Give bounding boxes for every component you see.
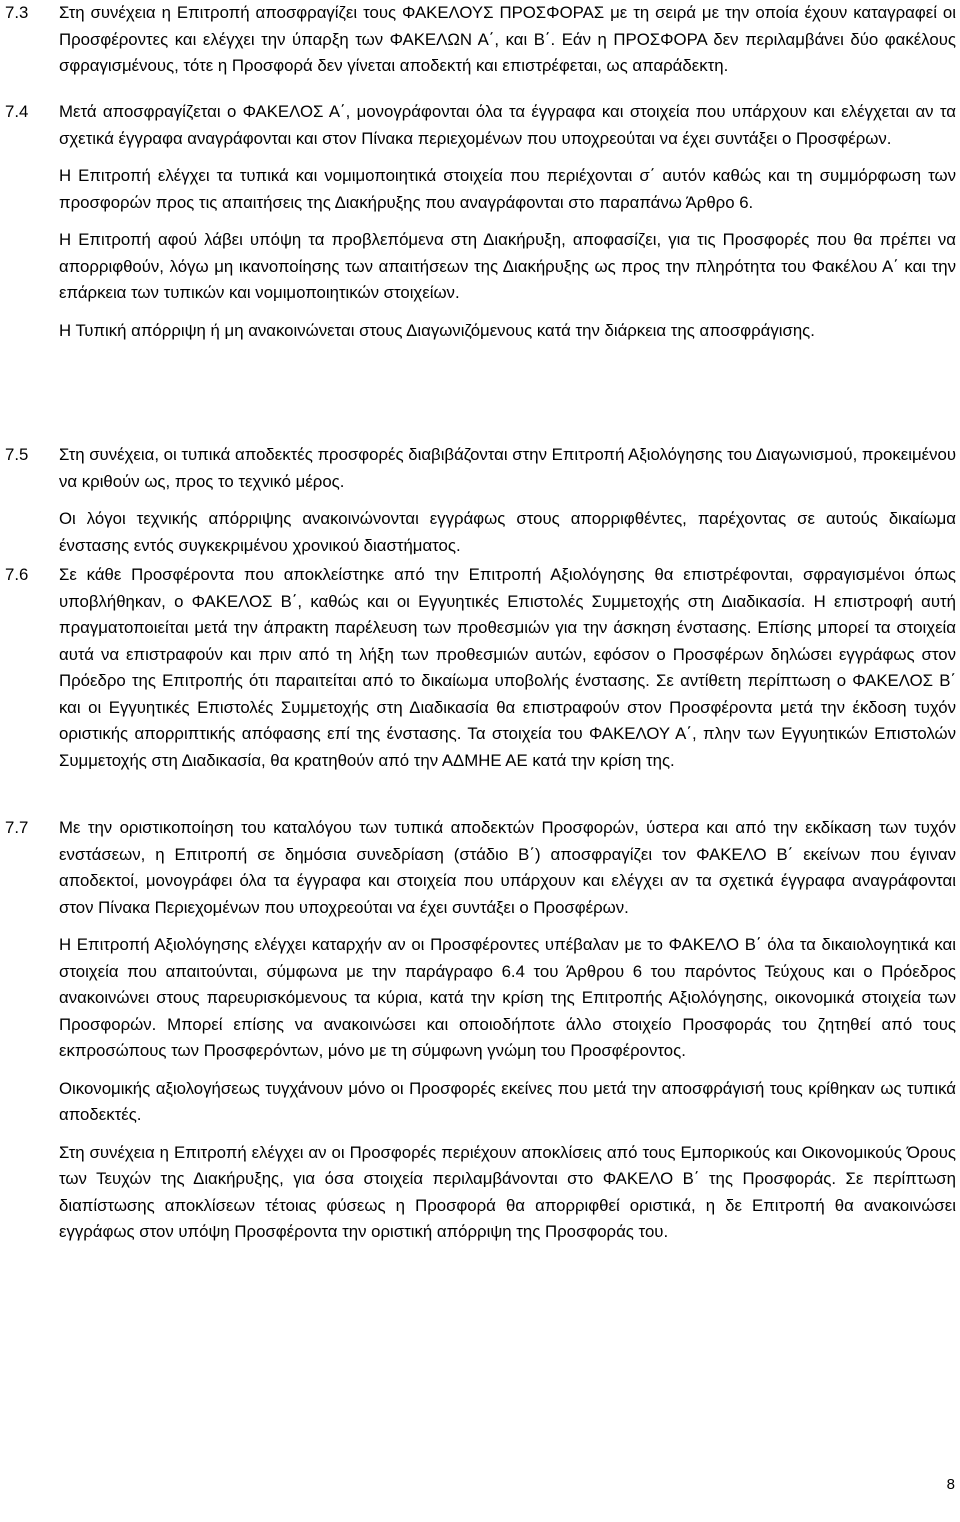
section-number: 7.7: [5, 818, 29, 837]
section-body: [59, 442, 956, 570]
paragraph: Οικονομικής αξιολογήσεως τυγχάνουν μόνο οι Προσφορές εκείνες που μετά την αποσφράγισή τους κρίθηκαν ως τυπικά αποδεκτές.: [59, 1078, 956, 1124]
section-body: [59, 99, 956, 355]
paragraph: Η Επιτροπή Αξιολόγησης ελέγχει καταρχήν αν οι Προσφέροντες υπέβαλαν με το ΦΑΚΕΛΟ Β΄ όλα τα δικαιολογητικά και στοιχεία που απαιτούνται, σύμφωνα με την παράγραφο 6.4 του Άρθρου 6 του παρόντος Τεύχους και ο Πρόεδρος ανακοινώνει στους παρευρισκόμενους τα κύρια, κατά την κρίση της Επιτροπής Αξιολόγησης, οικονομικά στοιχεία των Προσφορών. Μπορεί επίσης να ανακοινώσει και οποιοδήποτε άλλο στοιχείο Προσφοράς του ζητηθεί από τους εκπροσώπους των Προσφερόντων, μόνο με τη σύμφωνη γνώμη του Προσφέροντος.: [59, 935, 956, 1060]
section-body: [59, 562, 956, 785]
paragraph: Στη συνέχεια η Επιτροπή αποσφραγίζει τους ΦΑΚΕΛΟΥΣ ΠΡΟΣΦΟΡΑΣ με τη σειρά με την οποία έχουν καταγραφεί οι Προσφέροντες και ελέγχει την ύπαρξη των ΦΑΚΕΛΩΝ Α΄, και Β΄. Εάν η ΠΡΟΣΦΟΡΑ δεν περιλαμβάνει δύο φακέλους σφραγισμένους, τότε η Προσφορά δεν γίνεται αποδεκτή και επιστρέφεται, ως απαράδεκτη.: [59, 3, 956, 75]
paragraph: Στη συνέχεια η Επιτροπή ελέγχει αν οι Προσφορές περιέχουν αποκλίσεις από τους Εμπορικούς και Οικονομικούς Όρους των Τευχών της Διακήρυξης, για όσα στοιχεία περιλαμβάνονται στο ΦΑΚΕΛΟ Β΄ της Προσφοράς. Σε περίπτωση διαπίστωσης αποκλίσεων τέτοιας φύσεως η Προσφορά θα απορριφθεί οριστικά, η δε Επιτροπή θα ανακοινώσει εγγράφως στον υπόψη Προσφέροντα την οριστική απόρριψη της Προσφοράς του.: [59, 1142, 956, 1241]
paragraph: Μετά αποσφραγίζεται ο ΦΑΚΕΛΟΣ Α΄, μονογράφονται όλα τα έγγραφα και στοιχεία που υπάρχουν και ελέγχεται αν τα σχετικά έγγραφα αναγράφονται και στον Πίνακα περιεχομένων που υποχρεούται να έχει συντάξει ο Προσφέρων.: [59, 102, 956, 148]
section-body: [59, 815, 956, 1257]
section-body: [59, 0, 956, 91]
page-number: 8: [946, 1476, 955, 1493]
section-number: 7.5: [5, 445, 29, 464]
paragraph: Η Τυπική απόρριψη ή μη ανακοινώνεται στους Διαγωνιζόμενους κατά την διάρκεια της αποσφράγισης.: [59, 320, 815, 340]
paragraph: Στη συνέχεια, οι τυπικά αποδεκτές προσφορές διαβιβάζονται στην Επιτροπή Αξιολόγησης του Διαγωνισμού, προκειμένου να κριθούν ως, προς το τεχνικό μέρος.: [59, 445, 956, 491]
section-number: 7.6: [5, 565, 29, 584]
paragraph: Σε κάθε Προσφέροντα που αποκλείστηκε από την Επιτροπή Αξιολόγησης θα επιστρέφονται, σφραγισμένοι όπως υποβλήθηκαν, ο ΦΑΚΕΛΟΣ Β΄, καθώς και οι Εγγυητικές Επιστολές Συμμετοχής στη Διαδικασία. Η επιστροφή αυτή πραγματοποιείται μετά την άπρακτη παρέλευση των προθεσμιών για την άσκηση ένστασης. Επίσης μπορεί τα στοιχεία αυτά να επιστραφούν και πριν από τη λήξη των προθεσμιών αυτών, εφόσον ο Προσφέρων δηλώσει εγγράφως στον Πρόεδρο της Επιτροπής ότι παραιτείται από το δικαίωμα υποβολής ένστασης. Σε αντίθετη περίπτωση ο ΦΑΚΕΛΟΣ Β΄ και οι Εγγυητικές Επιστολές Συμμετοχής στη Διαδικασία θα επιστραφούν στον Προσφέροντα μετά την έκδοση τυχόν οριστικής απορριπτικής απόφασης επί της ένστασης. Τα στοιχεία του ΦΑΚΕΛΟΥ Α΄, πλην των Εγγυητικών Επιστολών Συμμετοχής στη Διαδικασία, θα κρατηθούν από την ΑΔΜΗΕ ΑΕ κατά την κρίση της.: [59, 565, 956, 770]
paragraph: Οι λόγοι τεχνικής απόρριψης ανακοινώνονται εγγράφως στους απορριφθέντες, παρέχοντας σε αυτούς δικαίωμα ένστασης εντός συγκεκριμένου χρονικού διαστήματος.: [59, 509, 956, 555]
section-number: 7.3: [5, 3, 29, 22]
paragraph: Με την οριστικοποίηση του καταλόγου των τυπικά αποδεκτών Προσφορών, ύστερα και από την εκδίκαση των τυχόν ενστάσεων, η Επιτροπή σε δημόσια συνεδρίαση (στάδιο Β΄) αποσφραγίζει τον ΦΑΚΕΛΟ Β΄ εκείνων που έγιναν αποδεκτοί, μονογράφει όλα τα έγγραφα και στοιχεία που υπάρχουν και ελέγχει αν τα σχετικά έγγραφα αναγράφονται στον Πίνακα Περιεχομένων που υποχρεούται να έχει συντάξει ο Προσφέρων.: [59, 818, 956, 917]
section-number: 7.4: [5, 102, 29, 121]
paragraph: Η Επιτροπή ελέγχει τα τυπικά και νομιμοποιητικά στοιχεία που περιέχονται σ΄ αυτόν καθώς και τη συμμόρφωση των προσφορών προς τις απαιτήσεις της Διακήρυξης που αναγράφονται στο παραπάνω Άρθρο 6.: [59, 166, 956, 212]
paragraph: Η Επιτροπή αφού λάβει υπόψη τα προβλεπόμενα στη Διακήρυξη, αποφασίζει, για τις Προσφορές που θα πρέπει να απορριφθούν, λόγω μη ικανοποίησης των απαιτήσεων της Διακήρυξης ως προς την πληρότητα του Φακέλου Α΄ και την επάρκεια των τυπικών και νομιμοποιητικών στοιχείων.: [59, 230, 956, 302]
